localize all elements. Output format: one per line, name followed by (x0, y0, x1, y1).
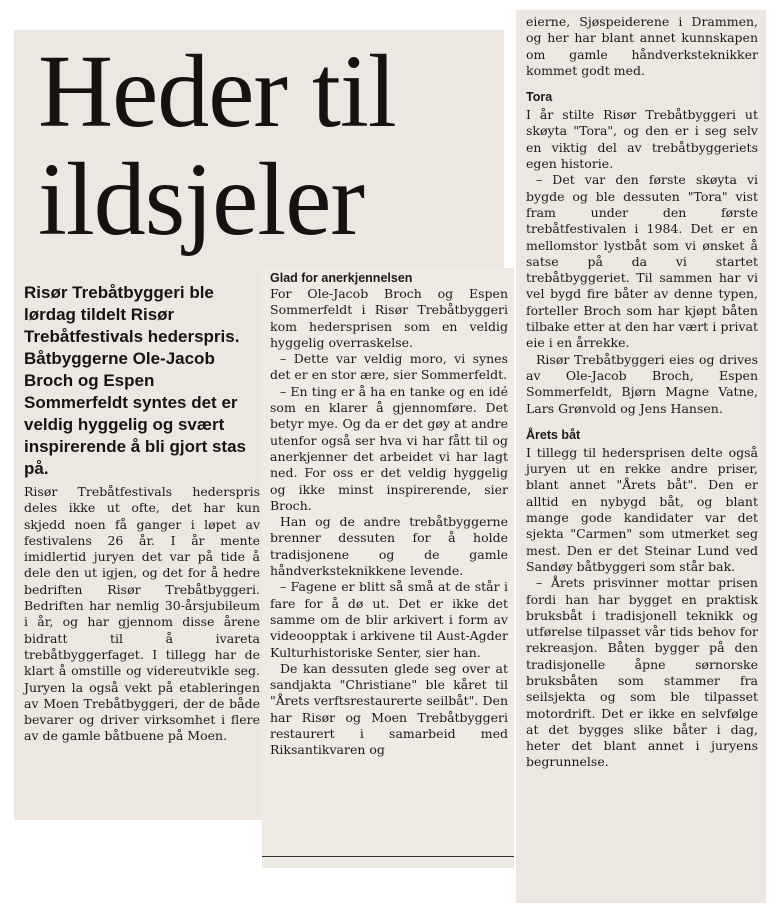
paragraph: – Dette var veldig moro, vi synes det er en stor ære, sier Sommerfeldt. (270, 351, 508, 383)
body-column-left: Risør Trebåtfestivals hederspris deles ikke ut ofte, det har kun skjedd noen få ganger i løpet av festivalens 26 år. I år mente imidlertid juryen det var på tide å dele den ut igjen, og det for å hedre bedriften Risør Trebåtbyggeri. Bedriften har nemlig 30-årsjubileum i år, og har gjennom disse årene bidratt til å ivareta trebåtbyggerfaget. I tillegg har de klart å omstille og videreutvikle seg. Juryen la også vekt på etableringen av Moen Trebåtbyggeri, der de både bevarer og driver virksomhet i flere av de gamle båtbuene på Moen. (24, 484, 260, 744)
body-column-middle (270, 270, 508, 759)
subhead-glad: Glad for anerkjennelsen (270, 271, 413, 285)
paragraph: I år stilte Risør Trebåtbyggeri ut skøyta "Tora", og den er i seg selv en viktig del av trebåtbyggeriets egen historie. (526, 107, 758, 172)
paragraph: Risør Trebåtbyggeri eies og drives av Ole-Jacob Broch, Espen Sommerfeldt, Bjørn Magne Vatne, Lars Grønvold og Jens Hansen. (526, 351, 758, 416)
paragraph: I tillegg til hedersprisen delte også juryen ut en rekke andre priser, blant annet "Årets båt". Den er alltid en nybygd båt, og blant mange gode kandidater var det sjekta "Carmen" som utmerket seg mest. Den er det Steinar Lund ved Sandøy båtbyggeri som står bak. (526, 444, 758, 574)
clipping-middle (262, 268, 514, 868)
paragraph: – En ting er å ha en tanke og en idé som en klarer å gjennomføre. Det betyr mye. Og da er det gøy at andre utenfor også ser hva vi har fått til og anerkjenner det arbeidet vi har lagt ned. For oss er det veldig hyggelig og ikke minst inspirerende, sier Broch. (270, 383, 508, 513)
body-column-right (526, 14, 758, 771)
paragraph: eierne, Sjøspeiderene i Drammen, og her har blant annet kunnskapen om gamle håndverksteknikker kommet godt med. (526, 14, 758, 78)
subhead-arets-bat: Årets båt (526, 427, 581, 442)
paragraph: De kan dessuten glede seg over at sandjakta "Christiane" ble kåret til "Årets verftsrestaurerte seilbåt". Den har Risør og Moen Trebåtbyggeri restaurert i samarbeid med Riksantikvaren og (270, 660, 508, 758)
subhead-tora: Tora (526, 90, 553, 105)
clipping-right (516, 10, 766, 903)
paragraph: – Årets prisvinner mottar prisen fordi han har bygget en praktisk bruksbåt i tradisjonell teknikk og utførelse tilpasset vår tids behov for rekreasjon. Båten bygger på den tradisjonelle åpne sørnorske bruksbåten som stammer fra seilsjekta og som ble tilpasset motordrift. Det er ikke en selvfølge at det bygges slike båter i dag, heter det blant annet i juryens begrunnelse. (526, 575, 758, 770)
paragraph: – Det var den første skøyta vi bygde og ble dessuten "Tora" vist fram under den første trebåtfestivalen i 1984. Det er en mellomstor lystbåt som vi ønsket å satse på da vi startet trebåtbyggeriet. Til sammen har vi vel bygd fire båter av denne typen, forteller Broch som har kjøpt båten tilbake etter at den har vært i privat eie i en årrekke. (526, 172, 758, 351)
paragraph: – Fagene er blitt så små at de står i fare for å dø ut. Det er ikke det samme om de blir arkivert i form av videoopptak i arkivene til Aust-Agder Kulturhistoriske Senter, sier han. (270, 579, 508, 660)
column-rule (262, 856, 514, 857)
headline: Heder til ildsjeler (38, 34, 396, 257)
paragraph: Han og de andre trebåtbyggerne brenner dessuten for å holde tradisjonene og de gamle håndverksteknikkene levende. (270, 514, 508, 579)
paragraph: For Ole-Jacob Broch og Espen Sommerfeldt i Risør Trebåtbyggeri kom hedersprisen som en veldig hyggelig overraskelse. (270, 286, 508, 350)
lead-paragraph: Risør Trebåtbyggeri ble lørdag tildelt Risør Trebåtfestivals hederspris. Båtbyggerne Ole-Jacob Broch og Espen Sommerfeldt syntes det er veldig hyggelig og svært inspirerende å bli gjort stas på. (24, 283, 247, 478)
